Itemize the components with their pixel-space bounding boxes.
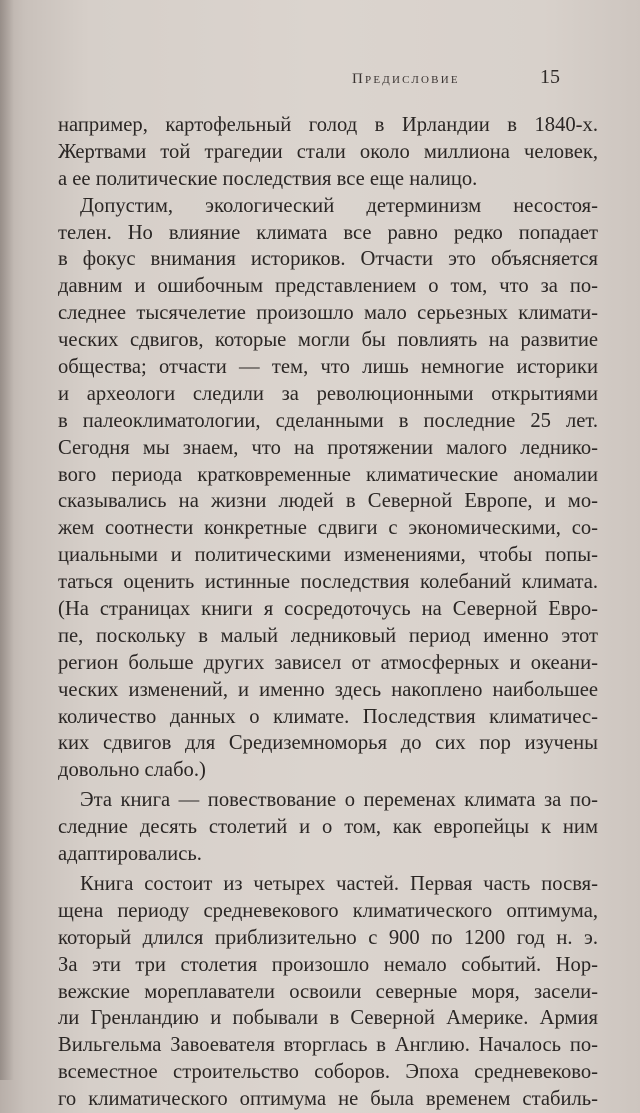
body-text [58, 112, 598, 1113]
text-line: За эти три столетия произошло немало событий. Нор- [58, 953, 598, 976]
text-line: в фокус внимания историков. Отчасти это объясняется [58, 248, 598, 271]
text-line: телен. Но влияние климата все равно редко попадает [58, 221, 598, 244]
text-line: ческих изменений, и именно здесь накоплено наибольшее [58, 678, 598, 701]
running-header [352, 66, 560, 89]
text-line: следние десять столетий и о том, как европейцы к ним [58, 816, 598, 839]
text-line: Вильгельма Завоевателя вторглась в Англию. Началось по- [58, 1034, 598, 1057]
text-line: Жертвами той трагедии стали около миллиона человек, [58, 140, 598, 163]
paragraph [58, 193, 598, 785]
text-line: например, картофельный голод в Ирландии в 1840-х. [58, 114, 598, 136]
text-line: ких сдвигов для Средиземноморья до сих пор изучены [58, 732, 598, 755]
text-line: Сегодня мы знаем, что на протяжении малого леднико- [58, 436, 598, 459]
text-line: который длился приблизительно с 900 по 1200 год н. э. [58, 926, 598, 949]
text-line: вежские мореплаватели освоили северные моря, засели- [58, 980, 598, 1003]
text-line: количество данных о климате. Последствия климатичес- [58, 705, 598, 728]
text-line: ли Гренландию и побывали в Северной Америке. Армия [58, 1007, 598, 1030]
text-line: пе, поскольку в малый ледниковый период именно этот [58, 624, 598, 647]
text-line: и археологи следили за революционными открытиями [58, 382, 598, 405]
text-line: жем соотнести конкретные сдвиги с экономическими, со- [58, 517, 598, 540]
text-line: довольно слабо.) [58, 759, 206, 782]
page-gutter-shadow [0, 0, 14, 1080]
text-line: Допустим, экологический детерминизм несостоя- [80, 194, 598, 217]
text-line: в палеоклиматологии, сделанными в последние 25 лет. [58, 409, 598, 432]
text-line: щена периоду средневекового климатического оптимума, [58, 899, 598, 922]
text-line: таться оценить истинные последствия колебаний климата. [58, 571, 598, 594]
text-line: а ее политические последствия все еще налицо. [58, 167, 478, 190]
text-line: Эта книга — повествование о переменах климата за по- [80, 789, 598, 812]
text-line: (На страницах книги я сосредоточусь на Северной Евро- [58, 598, 598, 621]
text-line: адаптировались. [58, 843, 202, 866]
text-line: го климатического оптимума не была временем стабиль- [58, 1088, 598, 1111]
text-line: всеместное строительство соборов. Эпоха средневеково- [58, 1061, 598, 1084]
text-line: регион больше других зависел от атмосферных и океани- [58, 651, 598, 674]
page-number: 15 [540, 66, 560, 88]
text-line: циальными и политическими изменениями, чтобы попы- [58, 544, 598, 567]
text-line: вого периода кратковременные климатические аномалии [58, 463, 598, 486]
running-title: Предисловие [352, 71, 460, 87]
text-line: Книга состоит из четырех частей. Первая часть посвя- [80, 872, 598, 895]
text-line: давним и ошибочным представлением о том, что за по- [58, 275, 598, 298]
text-line: общества; отчасти — тем, что лишь немногие историки [58, 356, 598, 379]
text-line: сказывались на жизни людей в Северной Европе, и мо- [58, 490, 598, 513]
paragraph [58, 112, 598, 193]
text-line: следнее тысячелетие произошло мало серьезных климати- [58, 302, 598, 325]
paragraph [58, 787, 598, 868]
text-line: ческих сдвигов, которые могли бы повлиять на развитие [58, 329, 598, 352]
paragraph [58, 871, 598, 1113]
